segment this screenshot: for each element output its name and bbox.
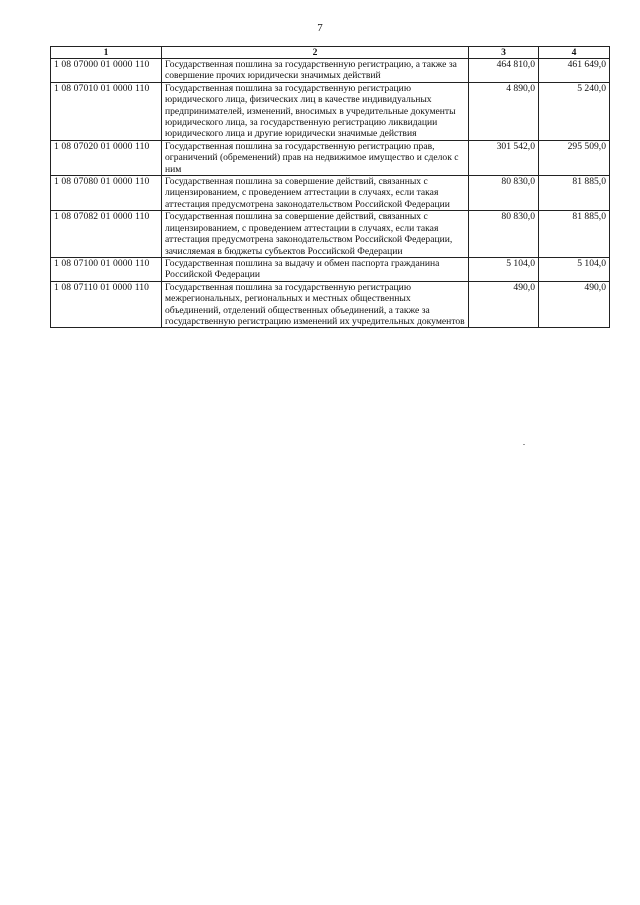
amount-col4-cell: 5 104,0	[539, 257, 610, 281]
column-header-3: 3	[469, 47, 539, 59]
column-header-2: 2	[162, 47, 469, 59]
description-cell: Государственная пошлина за государственную регистрацию межрегиональных, региональных и местных общественных объединений, отделений общественных объединений, а также за государственную регистрацию изменений их учредительных документов	[162, 281, 469, 328]
amount-col4-cell: 5 240,0	[539, 82, 610, 140]
description-cell: Государственная пошлина за государственную регистрацию юридического лица, физических лиц в качестве индивидуальных предпринимателей, изменений, вносимых в учредительные документы юридического лица, за государственную регистрацию ликвидации юридического лица и другие юридически значимые действия	[162, 82, 469, 140]
page-number: 7	[317, 22, 323, 34]
table-row	[51, 211, 610, 258]
budget-code-cell: 1 08 07010 01 0000 110	[51, 82, 162, 140]
column-header-4: 4	[539, 47, 610, 59]
table-header-row	[51, 47, 610, 59]
table-row	[51, 140, 610, 175]
amount-col3-cell: 301 542,0	[469, 140, 539, 175]
amount-col3-cell: 464 810,0	[469, 59, 539, 83]
amount-col3-cell: 80 830,0	[469, 176, 539, 211]
budget-code-cell: 1 08 07000 01 0000 110	[51, 59, 162, 83]
column-header-1: 1	[51, 47, 162, 59]
budget-code-cell: 1 08 07110 01 0000 110	[51, 281, 162, 328]
table-row	[51, 59, 610, 83]
amount-col4-cell: 81 885,0	[539, 176, 610, 211]
amount-col3-cell: 4 890,0	[469, 82, 539, 140]
scan-speck	[523, 444, 525, 445]
budget-code-cell: 1 08 07080 01 0000 110	[51, 176, 162, 211]
table-row	[51, 176, 610, 211]
amount-col3-cell: 5 104,0	[469, 257, 539, 281]
description-cell: Государственная пошлина за совершение действий, связанных с лицензированием, с проведением аттестации в случаях, если такая аттестация предусмотрена законодательством Российской Федерации	[162, 176, 469, 211]
budget-code-cell: 1 08 07100 01 0000 110	[51, 257, 162, 281]
amount-col4-cell: 490,0	[539, 281, 610, 328]
budget-code-cell: 1 08 07082 01 0000 110	[51, 211, 162, 258]
amount-col4-cell: 461 649,0	[539, 59, 610, 83]
table-row	[51, 257, 610, 281]
revenue-table	[50, 46, 610, 328]
description-cell: Государственная пошлина за выдачу и обмен паспорта гражданина Российской Федерации	[162, 257, 469, 281]
description-cell: Государственная пошлина за совершение действий, связанных с лицензированием, с проведением аттестации в случаях, если такая аттестация предусмотрена законодательством Российской Федерации, зачисляемая в бюджеты субъектов Российской Федерации	[162, 211, 469, 258]
amount-col4-cell: 81 885,0	[539, 211, 610, 258]
description-cell: Государственная пошлина за государственную регистрацию, а также за совершение прочих юридически значимых действий	[162, 59, 469, 83]
amount-col4-cell: 295 509,0	[539, 140, 610, 175]
amount-col3-cell: 490,0	[469, 281, 539, 328]
amount-col3-cell: 80 830,0	[469, 211, 539, 258]
table-row	[51, 82, 610, 140]
table-row	[51, 281, 610, 328]
description-cell: Государственная пошлина за государственную регистрацию прав, ограничений (обременений) прав на недвижимое имущество и сделок с ним	[162, 140, 469, 175]
budget-code-cell: 1 08 07020 01 0000 110	[51, 140, 162, 175]
